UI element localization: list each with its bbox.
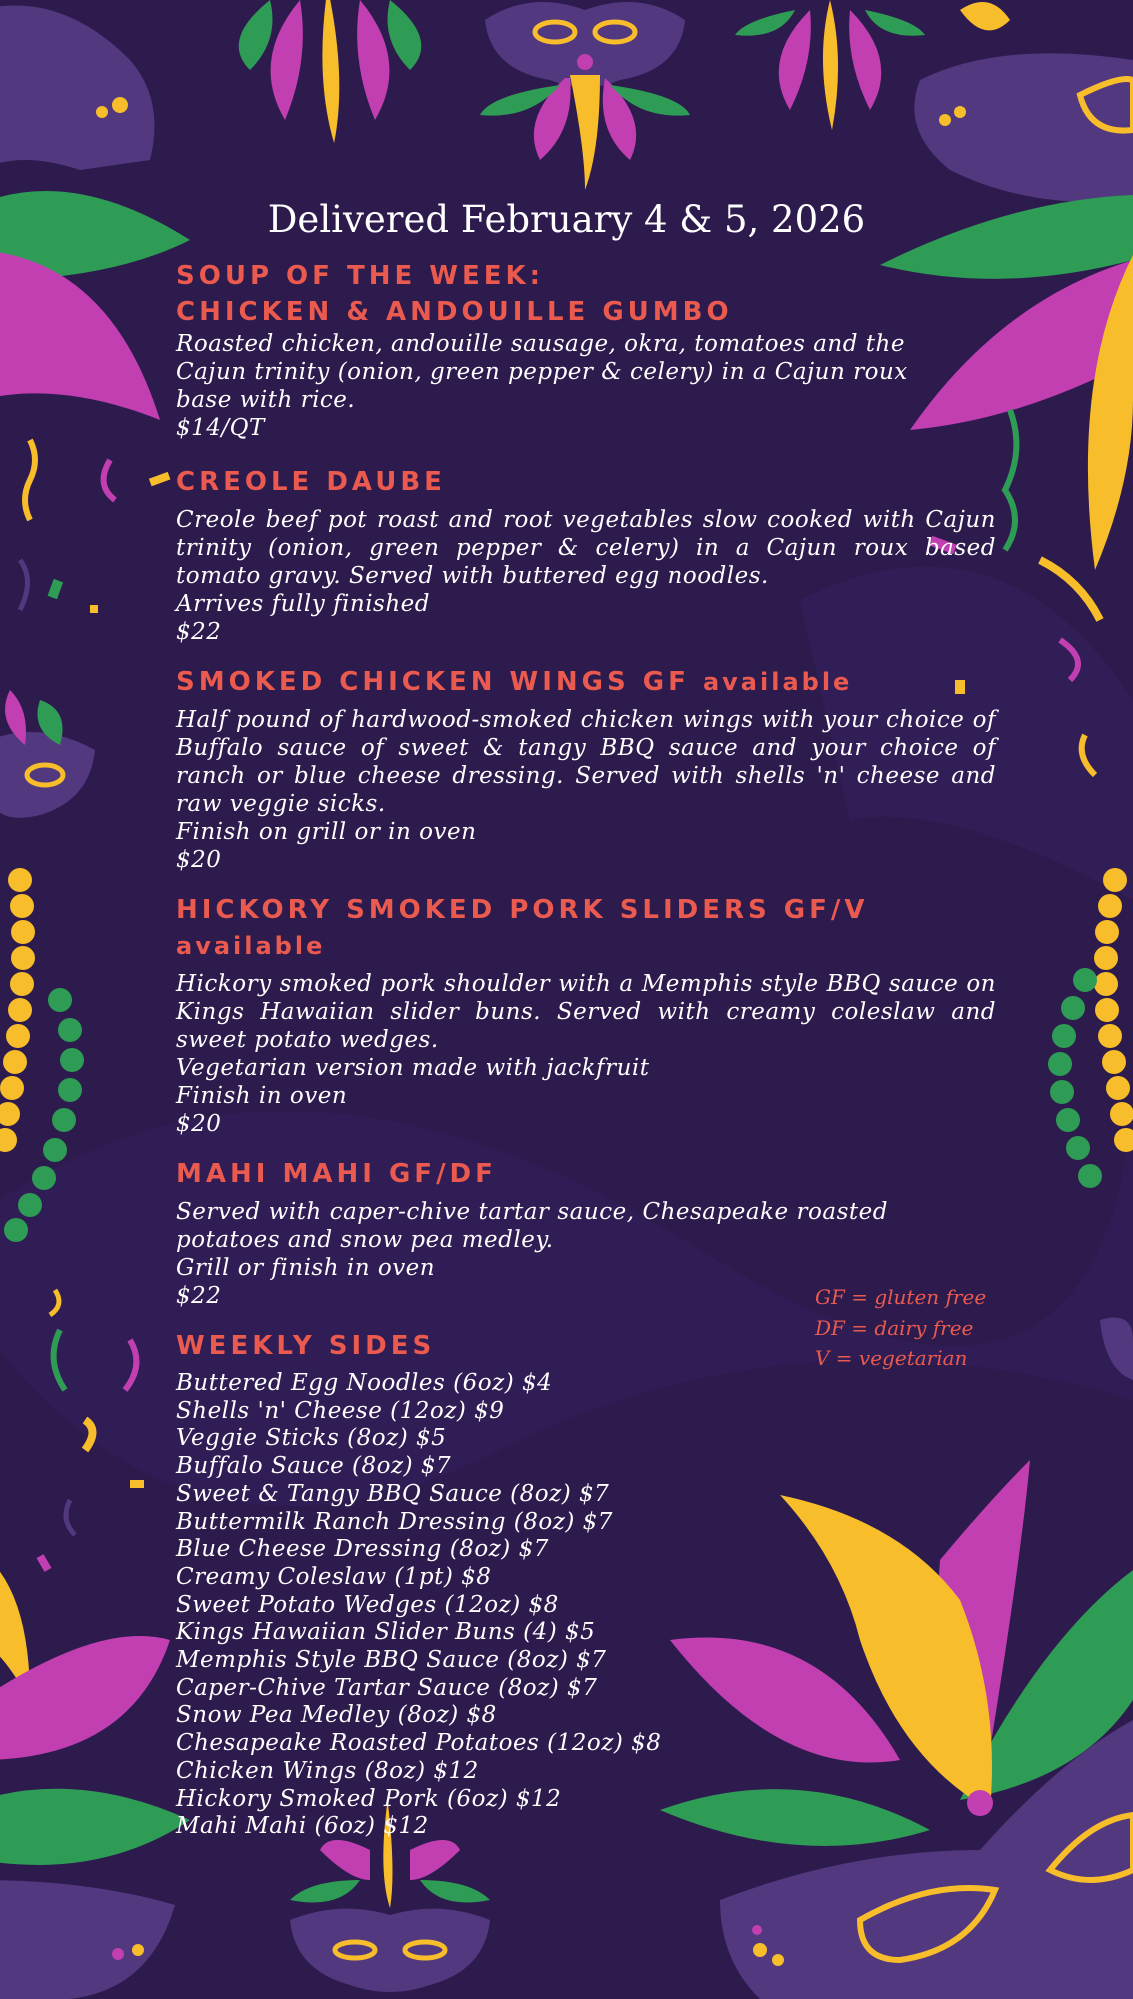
item-price: $20 — [176, 1111, 222, 1137]
side-item: Creamy Coleslaw (1pt) $8 — [176, 1563, 492, 1590]
side-item: Sweet & Tangy BBQ Sauce (8oz) $7 — [176, 1480, 610, 1507]
mask-icon — [0, 1880, 175, 1999]
item-title — [176, 664, 996, 700]
item-note: Finish on grill or in oven — [176, 819, 477, 845]
legend-item: V = vegetarian — [815, 1346, 968, 1370]
legend-item: DF = dairy free — [815, 1315, 974, 1340]
item-title — [176, 1156, 996, 1192]
sides-heading: WEEKLY SIDES — [176, 1331, 436, 1361]
item-title — [176, 892, 996, 964]
item-title-text: HICKORY SMOKED PORK SLIDERS GF/V — [176, 895, 869, 925]
item-title-text: CREOLE DAUBE — [176, 467, 446, 497]
item-title — [176, 464, 996, 500]
side-item: Snow Pea Medley (8oz) $8 — [176, 1702, 497, 1729]
menu-item — [176, 892, 996, 1138]
soup-section — [176, 258, 996, 442]
leaf-icon — [0, 1789, 190, 1865]
item-description: Creole beef pot roast and root vegetables slow cooked with Cajun trinity (onion, green pepper & celery) in a Cajun roux based tomato gravy. Served with buttered egg noodles. — [176, 507, 996, 589]
delivery-date: Delivered February 4 & 5, 2026 — [267, 198, 866, 241]
side-item: Caper-Chive Tartar Sauce (8oz) $7 — [176, 1674, 598, 1701]
item-note: Vegetarian version made with jackfruit — [176, 1055, 650, 1081]
mask-icon — [0, 6, 155, 170]
side-item: Buttered Egg Noodles (6oz) $4 — [176, 1370, 553, 1396]
mask-icon — [0, 690, 95, 818]
feather-cluster-icon — [735, 0, 925, 130]
side-item: Kings Hawaiian Slider Buns (4) $5 — [176, 1619, 596, 1646]
menu-item — [176, 464, 996, 646]
mask-icon — [480, 2, 690, 190]
side-item: Chicken Wings (8oz) $12 — [176, 1757, 479, 1784]
item-description: Hickory smoked pork shoulder with a Memphis style BBQ sauce on Kings Hawaiian slider buns. Served with creamy coleslaw and sweet potato wedges. — [176, 971, 996, 1053]
soup-name: CHICKEN & ANDOUILLE GUMBO — [176, 297, 733, 327]
feather-icon — [0, 250, 160, 420]
dietary-legend — [815, 1282, 986, 1374]
item-badge: available — [702, 668, 853, 696]
side-item: Veggie Sticks (8oz) $5 — [176, 1425, 447, 1452]
item-note: Arrives fully finished — [176, 591, 431, 617]
item-title-text: MAHI MAHI GF/DF — [176, 1159, 497, 1189]
side-item: Chesapeake Roasted Potatoes (12oz) $8 — [176, 1730, 662, 1757]
scroll-icon — [960, 2, 1010, 30]
item-note: Grill or finish in oven — [176, 1255, 436, 1281]
side-item: Buffalo Sauce (8oz) $7 — [176, 1453, 452, 1480]
side-item: Mahi Mahi (6oz) $12 — [176, 1813, 429, 1840]
sides-list — [176, 1370, 996, 1841]
side-item: Blue Cheese Dressing (8oz) $7 — [176, 1536, 549, 1563]
item-description: Served with caper-chive tartar sauce, Chesapeake roasted potatoes and snow pea medley. — [176, 1199, 888, 1253]
item-title-text: SMOKED CHICKEN WINGS GF — [176, 667, 690, 697]
item-price: $20 — [176, 847, 222, 873]
side-item: Hickory Smoked Pork (6oz) $12 — [176, 1785, 562, 1812]
item-badge: available — [176, 932, 326, 960]
side-item: Buttermilk Ranch Dressing (8oz) $7 — [176, 1508, 613, 1535]
item-note: Finish in oven — [176, 1083, 348, 1109]
item-description: Half pound of hardwood-smoked chicken wings with your choice of Buffalo sauce of sweet & tangy BBQ sauce and your choice of ranch or blue cheese dressing. Served with shells 'n' cheese and raw veggie sicks. — [176, 707, 996, 817]
menu-content — [176, 258, 996, 1851]
soup-description: Roasted chicken, andouille sausage, okra, tomatoes and the Cajun trinity (onion, green pepper & celery) in a Cajun roux base with rice. — [176, 331, 908, 413]
soup-price: $14/QT — [176, 415, 265, 441]
mask-icon — [914, 53, 1133, 202]
side-item: Memphis Style BBQ Sauce (8oz) $7 — [176, 1647, 607, 1674]
feather-cluster-icon — [239, 0, 422, 143]
legend-item: GF = gluten free — [815, 1285, 987, 1309]
menu-item — [176, 664, 996, 874]
item-price: $22 — [176, 1283, 222, 1309]
side-item: Sweet Potato Wedges (12oz) $8 — [176, 1591, 559, 1618]
soup-heading: SOUP OF THE WEEK: — [176, 261, 545, 291]
beads-icon — [1048, 868, 1133, 1188]
weekly-sides — [176, 1328, 996, 1841]
confetti-icon — [20, 440, 170, 613]
item-price: $22 — [176, 619, 222, 645]
side-item: Shells 'n' Cheese (12oz) $9 — [176, 1397, 505, 1424]
